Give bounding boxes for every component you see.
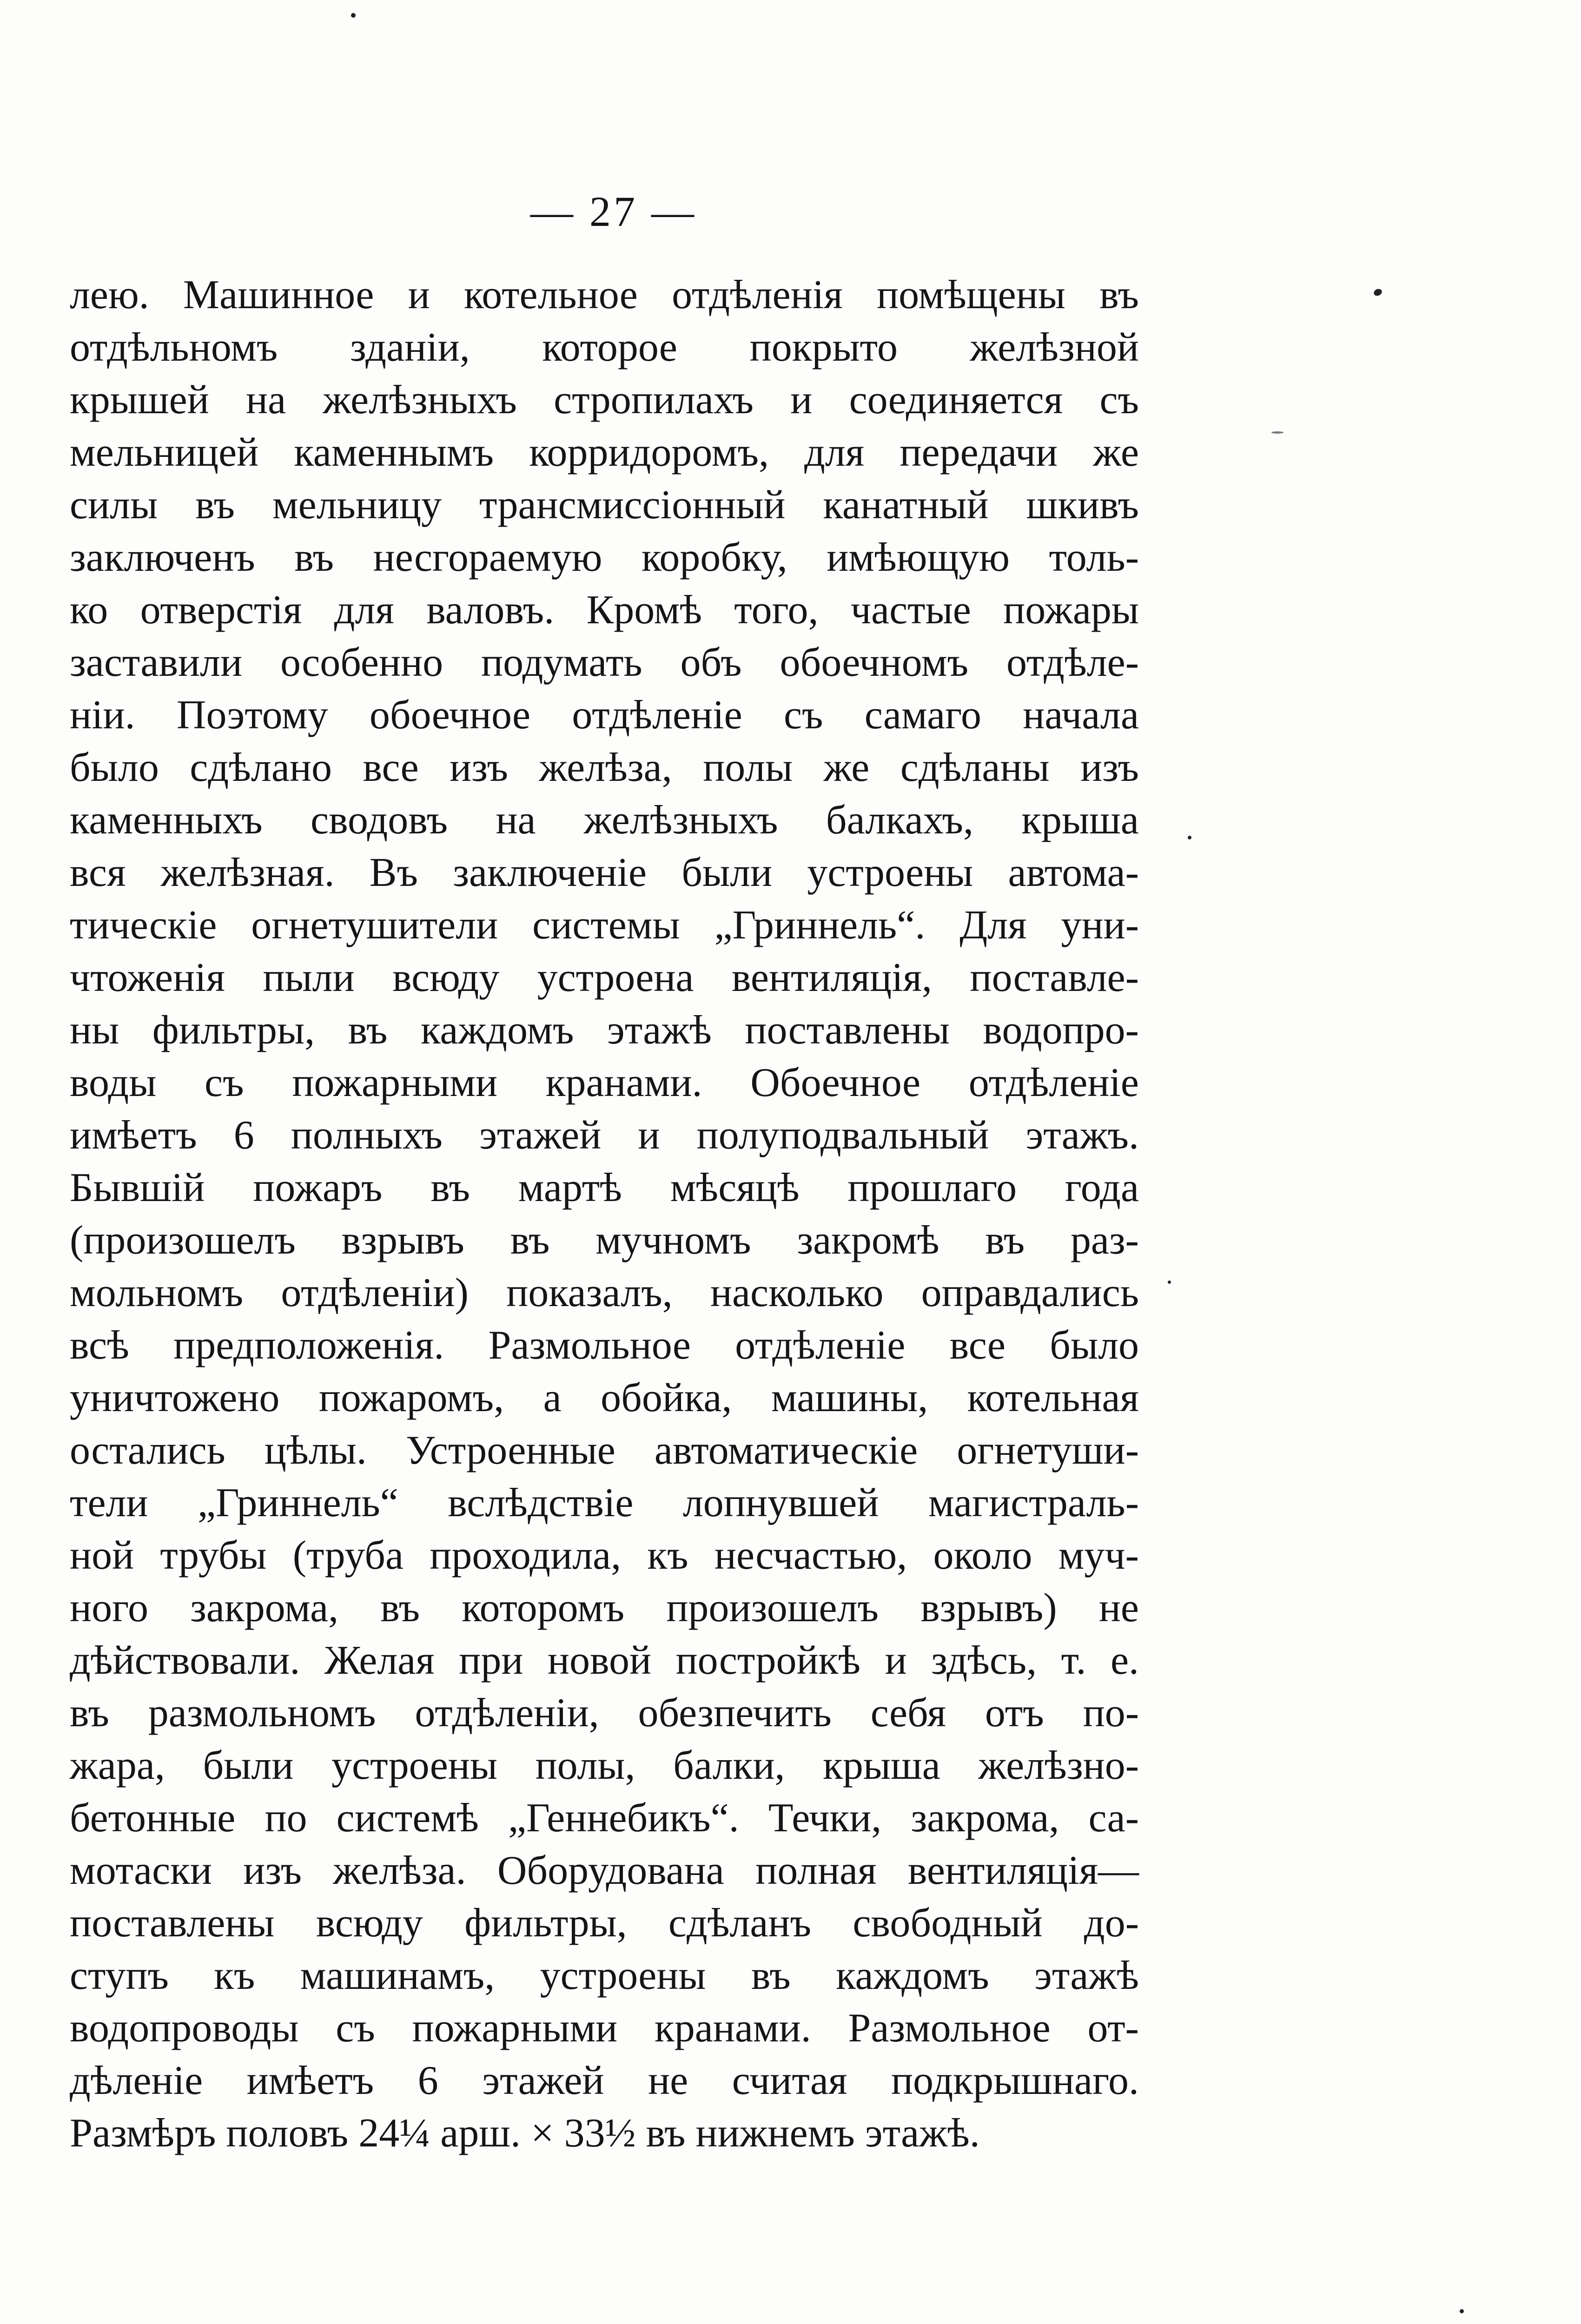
scan-speck: [351, 13, 356, 18]
text-line: ніи. Поэтому обоечное отдѣленіе съ самаго начала: [70, 693, 1139, 738]
text-line: мольномъ отдѣленіи) показалъ, насколько оправдались: [70, 1270, 1139, 1315]
text-line: (произошелъ взрывъ въ мучномъ закромѣ въ раз-: [70, 1218, 1139, 1263]
text-line: ступъ къ машинамъ, устроены въ каждомъ этажѣ: [70, 1953, 1139, 1998]
text-line: всѣ предположенія. Размольное отдѣленіе все было: [70, 1323, 1139, 1368]
scan-speck: [1168, 1281, 1171, 1284]
scan-speck: [1188, 836, 1191, 839]
text-line: ны фильтры, въ каждомъ этажѣ поставлены водопро-: [70, 1008, 1139, 1053]
text-line: отдѣльномъ зданіи, которое покрыто желѣзной: [70, 325, 1139, 370]
text-line: дѣленіе имѣетъ 6 этажей не считая подкрышнаго.: [70, 2058, 1139, 2103]
text-line: имѣетъ 6 полныхъ этажей и полуподвальный этажъ.: [70, 1113, 1139, 1158]
text-line: поставлены всюду фильтры, сдѣланъ свободный до-: [70, 1901, 1139, 1946]
text-line: лею. Машинное и котельное отдѣленія помѣщены въ: [70, 272, 1139, 317]
text-line: ного закрома, въ которомъ произошелъ взрывъ) не: [70, 1585, 1139, 1631]
text-line: тели „Гриннель“ вслѣдствіе лопнувшей магистраль-: [70, 1480, 1139, 1525]
text-line: чтоженія пыли всюду устроена вентиляція, поставле-: [70, 955, 1139, 1000]
body-text: [70, 269, 1139, 2159]
text-line: крышей на желѣзныхъ стропилахъ и соединяется съ: [70, 377, 1139, 423]
text-line: ко отверстія для валовъ. Кромѣ того, частые пожары: [70, 588, 1139, 633]
text-line: воды съ пожарными кранами. Обоечное отдѣленіе: [70, 1060, 1139, 1105]
text-line: Бывшій пожаръ въ мартѣ мѣсяцѣ прошлаго года: [70, 1165, 1139, 1210]
text-line: мотаски изъ желѣза. Оборудована полная вентиляція—: [70, 1848, 1139, 1893]
page-number: — 27 —: [530, 188, 697, 235]
text-line: заставили особенно подумать объ обоечномъ отдѣле-: [70, 640, 1139, 685]
scan-speck: [1373, 288, 1383, 297]
text-line: въ размольномъ отдѣленіи, обезпечить себя отъ по-: [70, 1690, 1139, 1736]
text-line: уничтожено пожаромъ, а обойка, машины, котельная: [70, 1375, 1139, 1420]
text-line: бетонные по системѣ „Геннебикъ“. Течки, закрома, са-: [70, 1796, 1139, 1841]
text-line: тическіе огнетушители системы „Гриннель“. Для уни-: [70, 903, 1139, 948]
text-line: было сдѣлано все изъ желѣза, полы же сдѣланы изъ: [70, 745, 1139, 790]
text-line: ной трубы (труба проходила, къ несчастью, около муч-: [70, 1533, 1139, 1578]
text-line: жара, были устроены полы, балки, крыша желѣзно-: [70, 1743, 1139, 1788]
scan-speck: [1271, 431, 1283, 434]
text-line: водопроводы съ пожарными кранами. Размольное от-: [70, 2006, 1139, 2051]
text-line: силы въ мельницу трансмиссіонный канатный шкивъ: [70, 482, 1139, 528]
text-line: каменныхъ сводовъ на желѣзныхъ балкахъ, крыша: [70, 798, 1139, 843]
scan-speck: [1460, 2309, 1464, 2313]
text-line: заключенъ въ несгораемую коробку, имѣющую толь-: [70, 535, 1139, 580]
text-line: дѣйствовали. Желая при новой постройкѣ и здѣсь, т. е.: [70, 1638, 1139, 1683]
text-line: вся желѣзная. Въ заключеніе были устроены автома-: [70, 850, 1139, 895]
text-line: Размѣръ половъ 24¼ арш. × 33½ въ нижнемъ этажѣ.: [70, 2111, 980, 2156]
text-line: остались цѣлы. Устроенные автоматическіе огнетуши-: [70, 1428, 1139, 1473]
text-line: мельницей каменнымъ корридоромъ, для передачи же: [70, 430, 1139, 475]
